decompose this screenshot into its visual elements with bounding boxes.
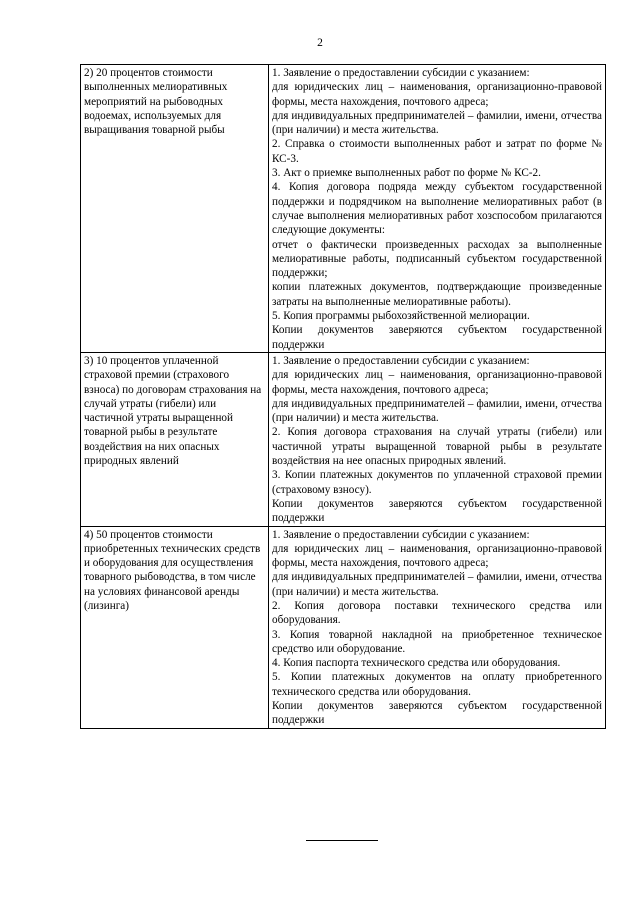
subsidy-type-text: 4) 50 процентов стоимости приобретенных технических средств и оборудования для осуществления товарного рыбоводства, в том числе на условиях финансовой аренды (лизинга) — [84, 528, 261, 612]
document-item: для индивидуальных предпринимателей – фамилии, имени, отчества (при наличии) и места жительства. — [272, 109, 602, 137]
document-item: 3. Копии платежных документов по уплаченной страховой премии (страховому взносу). — [272, 469, 602, 496]
table-row — [81, 352, 606, 526]
document-item: 3. Акт о приемке выполненных работ по форме № КС-2. — [272, 167, 541, 180]
document-item: для юридических лиц – наименования, организационно-правовой формы, места нахождения, почтового адреса; — [272, 542, 602, 570]
subsidy-type-cell — [81, 65, 269, 353]
document-item: 1. Заявление о предоставлении субсидии с указанием: — [272, 67, 530, 79]
document-item: 2. Справка о стоимости выполненных работ и затрат по форме № КС-3. — [272, 138, 602, 165]
page-number: 2 — [317, 37, 323, 49]
document-item: 5. Копия программы рыбохозяйственной мелиорации. — [272, 310, 530, 323]
document-item: 4. Копия паспорта технического средства или оборудования. — [272, 657, 561, 670]
document-item: отчет о фактически произведенных расходах за выполненные мелиоративные работы, подписанный субъектом государственной поддержки; — [272, 238, 602, 280]
document-item: Копии документов заверяются субъектом государственной поддержки — [272, 324, 602, 351]
documents-cell — [269, 352, 606, 526]
table-row — [81, 526, 606, 728]
document-item: 5. Копии платежных документов на оплату приобретенного технического средства или оборудования. — [272, 671, 602, 698]
subsidy-type-cell — [81, 526, 269, 728]
documents-cell — [269, 526, 606, 728]
document-item: для юридических лиц – наименования, организационно-правовой формы, места нахождения, почтового адреса; — [272, 81, 602, 108]
document-item: для индивидуальных предпринимателей – фамилии, имени, отчества (при наличии) и места жительства. — [272, 397, 602, 425]
end-rule — [306, 840, 378, 841]
requirements-table — [80, 64, 606, 729]
subsidy-type-cell — [81, 352, 269, 526]
document-item: для индивидуальных предпринимателей – фамилии, имени, отчества (при наличии) и места жительства. — [272, 571, 602, 598]
document-item: 1. Заявление о предоставлении субсидии с указанием: — [272, 528, 530, 541]
document-item: копии платежных документов, подтверждающие произведенные затраты на выполненные мелиоративные работы). — [272, 281, 602, 308]
document-item: для юридических лиц – наименования, организационно-правовой формы, места нахождения, почтового адреса; — [272, 369, 602, 396]
document-item: Копии документов заверяются субъектом государственной поддержки — [272, 497, 602, 525]
table-row — [81, 65, 606, 353]
documents-cell — [269, 65, 606, 353]
document-item: 3. Копия товарной накладной на приобретенное техническое средство или оборудование. — [272, 628, 602, 655]
document-item: 1. Заявление о предоставлении субсидии с указанием: — [272, 354, 530, 367]
document-item: 2. Копия договора страхования на случай утраты (гибели) или частичной утраты выращенной товарной рыбы в результате воздействия на нее опасных природных явлений. — [272, 426, 602, 468]
subsidy-type-text: 2) 20 процентов стоимости выполненных мелиоративных мероприятий на рыбоводных водоемах, используемых для выращивания товарной рыбы — [84, 67, 228, 137]
document-item: 2. Копия договора поставки технического средства или оборудования. — [272, 599, 602, 627]
document-item: 4. Копия договора подряда между субъектом государственной поддержки и подрядчиком на выполнение мелиоративных работ (в случае выполнения мелиоративных работ хозспособом прилагаются следующие документы: — [272, 181, 602, 237]
document-item: Копии документов заверяются субъектом государственной поддержки — [272, 700, 602, 727]
subsidy-type-text: 3) 10 процентов уплаченной страховой премии (страхового взноса) по договорам страхования на случай утраты (гибели) или частичной утраты выращенной товарной рыбы в результате воздействия на них опасных природных явлений — [84, 354, 262, 468]
